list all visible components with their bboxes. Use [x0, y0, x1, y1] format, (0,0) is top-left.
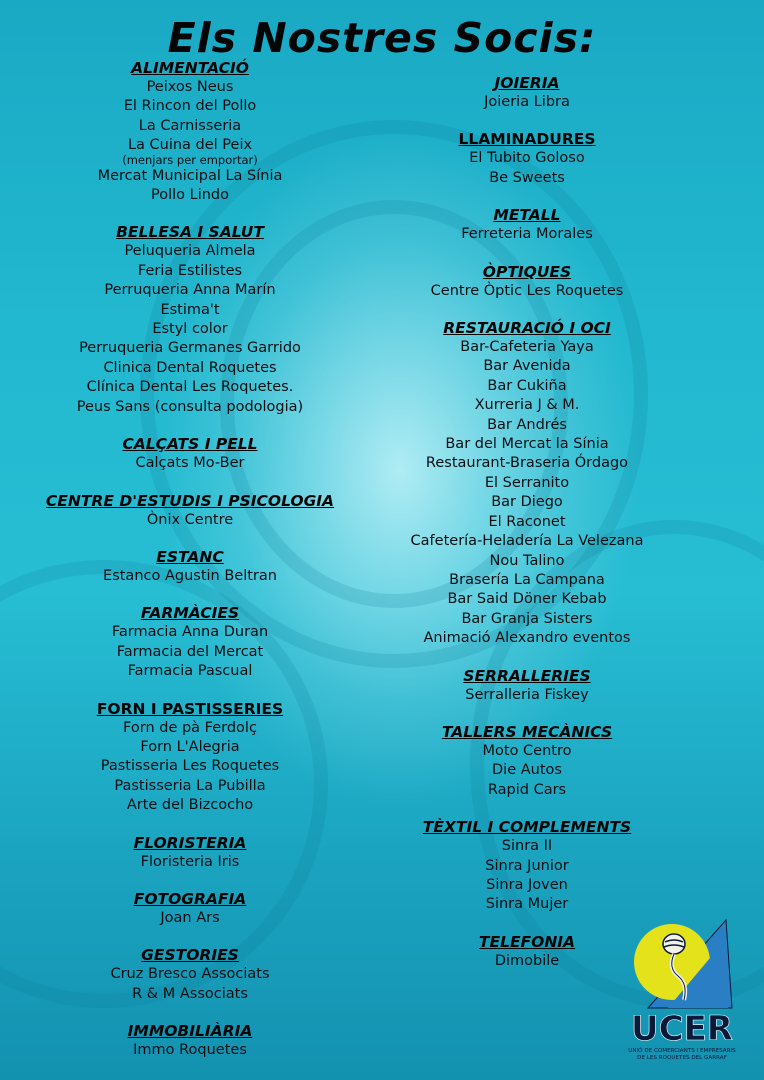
member-item: Bar Diego — [491, 494, 563, 511]
member-item: El Rincon del Pollo — [123, 98, 257, 115]
category-section — [0, 603, 380, 681]
category-heading: FORN I PASTISSERIES — [96, 699, 284, 718]
logo-subtitle-2: DE LES ROQUETES DEL GARRAF — [637, 1055, 727, 1061]
member-item: Clínica Dental Les Roquetes. — [86, 379, 294, 396]
member-item: Clinica Dental Roquetes — [103, 359, 277, 376]
member-item: El Tubito Goloso — [469, 150, 585, 167]
page-title: Els Nostres Socis: — [167, 14, 597, 62]
member-item: Bar del Mercat la Sínia — [445, 436, 609, 453]
category-heading: ALIMENTACIÓ — [131, 59, 249, 77]
category-heading: METALL — [493, 206, 561, 225]
member-item: Immo Roquetes — [133, 1042, 247, 1059]
member-item: Sinra Mujer — [485, 896, 569, 913]
category-heading: ESTANC — [156, 547, 224, 566]
member-item: Bar Andrés — [487, 416, 567, 433]
category-heading: SERRALLERIES — [463, 666, 591, 685]
category-section — [0, 434, 380, 473]
member-item: Peluqueria Almela — [124, 243, 256, 260]
logo-subtitle-1: UNIÓ DE COMERCIANTS I EMPRESARIS — [628, 1048, 736, 1054]
member-item: La Carnisseria — [138, 117, 242, 134]
category-heading: ÒPTIQUES — [482, 262, 572, 281]
category-section — [0, 491, 380, 530]
logo-wordmark: UCER — [631, 1009, 733, 1049]
member-item: Bar Said Döner Kebab — [447, 591, 607, 608]
ucer-logo — [628, 918, 740, 1068]
member-item: Centre Òptic Les Roquetes — [430, 282, 624, 299]
member-item: Sinra Joven — [486, 876, 568, 893]
member-item: Ferreteria Morales — [461, 226, 593, 243]
member-item: Farmacia Anna Duran — [111, 624, 269, 641]
member-item: Be Sweets — [489, 169, 565, 186]
member-item: Bar Granja Sisters — [461, 610, 593, 627]
member-item: Bar Avenida — [483, 358, 571, 375]
member-item: R & M Associats — [132, 985, 248, 1002]
category-section — [337, 73, 717, 112]
category-section — [0, 1021, 380, 1060]
member-item: Mercat Municipal La Sínia — [97, 167, 283, 184]
category-section — [337, 722, 717, 800]
category-section — [0, 547, 380, 586]
member-item: Estyl color — [152, 321, 228, 338]
category-heading: TALLERS MECÀNICS — [441, 722, 613, 741]
member-item: Pastisseria La Pubilla — [114, 777, 266, 794]
member-item: Arte del Bizcocho — [126, 797, 254, 814]
right-column — [337, 73, 717, 988]
member-item: La Cuina del Peix — [127, 137, 253, 154]
category-heading: RESTAURACIÓ I OCI — [443, 319, 611, 338]
member-item: Restaurant-Braseria Órdago — [425, 455, 629, 472]
category-heading: JOIERIA — [494, 74, 560, 92]
category-section — [0, 945, 380, 1004]
member-item: Pastisseria Les Roquetes — [100, 758, 280, 775]
member-item: Moto Centro — [482, 742, 572, 759]
member-item: Feria Estilistes — [137, 262, 243, 279]
member-item: Floristeria Iris — [140, 853, 240, 870]
category-section — [0, 889, 380, 928]
member-item: Rapid Cars — [487, 781, 567, 798]
member-item: Bar-Cafeteria Yaya — [460, 339, 594, 356]
logo-ball — [663, 934, 685, 954]
category-heading: FOTOGRAFIA — [133, 889, 247, 908]
member-item: Peus Sans (consulta podologia) — [76, 398, 304, 415]
member-item: Ònix Centre — [146, 511, 234, 528]
member-item: Estima't — [160, 301, 220, 318]
category-section — [337, 318, 717, 649]
member-item: Cruz Bresco Associats — [110, 966, 270, 983]
member-item: Forn L'Alegria — [140, 738, 240, 755]
category-section — [0, 222, 380, 417]
member-item: Serralleria Fiskey — [465, 686, 589, 703]
category-section — [0, 699, 380, 816]
member-item: Sinra II — [501, 838, 553, 855]
member-item: Perruqueria Anna Marín — [104, 282, 276, 299]
category-heading: FARMÀCIES — [140, 604, 240, 623]
category-heading: LLAMINADURES — [458, 130, 596, 149]
left-column — [0, 58, 380, 1078]
member-item: Xurreria J & M. — [474, 397, 580, 414]
category-heading: CALÇATS I PELL — [122, 435, 258, 454]
member-item: Joan Ars — [160, 909, 220, 926]
member-item: Die Autos — [492, 762, 562, 779]
category-heading: GESTORIES — [141, 946, 239, 965]
member-item: Brasería La Campana — [449, 571, 605, 588]
category-section — [337, 262, 717, 301]
member-item: Estanco Agustin Beltran — [103, 567, 277, 584]
category-heading: FLORISTERIA — [133, 833, 247, 852]
member-item: Calçats Mo-Ber — [135, 455, 245, 472]
category-heading: TÈXTIL I COMPLEMENTS — [422, 818, 632, 837]
category-section — [337, 129, 717, 188]
member-item: Dimobile — [494, 952, 560, 969]
member-item: Sinra Junior — [485, 857, 569, 874]
category-section — [0, 58, 380, 205]
member-item-note: (menjars per emportar) — [122, 152, 258, 167]
member-item: Nou Talino — [489, 552, 565, 569]
member-item: Joieria Libra — [484, 94, 570, 110]
member-item: Animació Alexandro eventos — [423, 630, 631, 647]
category-section — [337, 666, 717, 705]
category-heading: TELEFONIA — [478, 932, 576, 951]
category-section — [337, 817, 717, 915]
member-item: Perruqueria Germanes Garrido — [79, 340, 301, 357]
category-heading: IMMOBILIÀRIA — [127, 1022, 253, 1041]
member-item: Pollo Lindo — [150, 187, 229, 204]
member-item: Farmacia del Mercat — [116, 643, 264, 660]
category-heading: BELLESA I SALUT — [116, 223, 264, 242]
member-item: Peixos Neus — [146, 79, 234, 95]
category-heading: CENTRE D'ESTUDIS I PSICOLOGIA — [45, 491, 335, 510]
category-section — [337, 205, 717, 244]
member-item: Forn de pà Ferdolç — [123, 719, 257, 736]
category-section — [0, 833, 380, 872]
member-item: Bar Cukiña — [487, 377, 567, 394]
member-item: Farmacia Pascual — [127, 663, 253, 680]
member-item: Cafetería-Heladería La Velezana — [410, 533, 644, 550]
member-item: El Raconet — [488, 513, 566, 530]
member-item: El Serranito — [484, 474, 570, 491]
